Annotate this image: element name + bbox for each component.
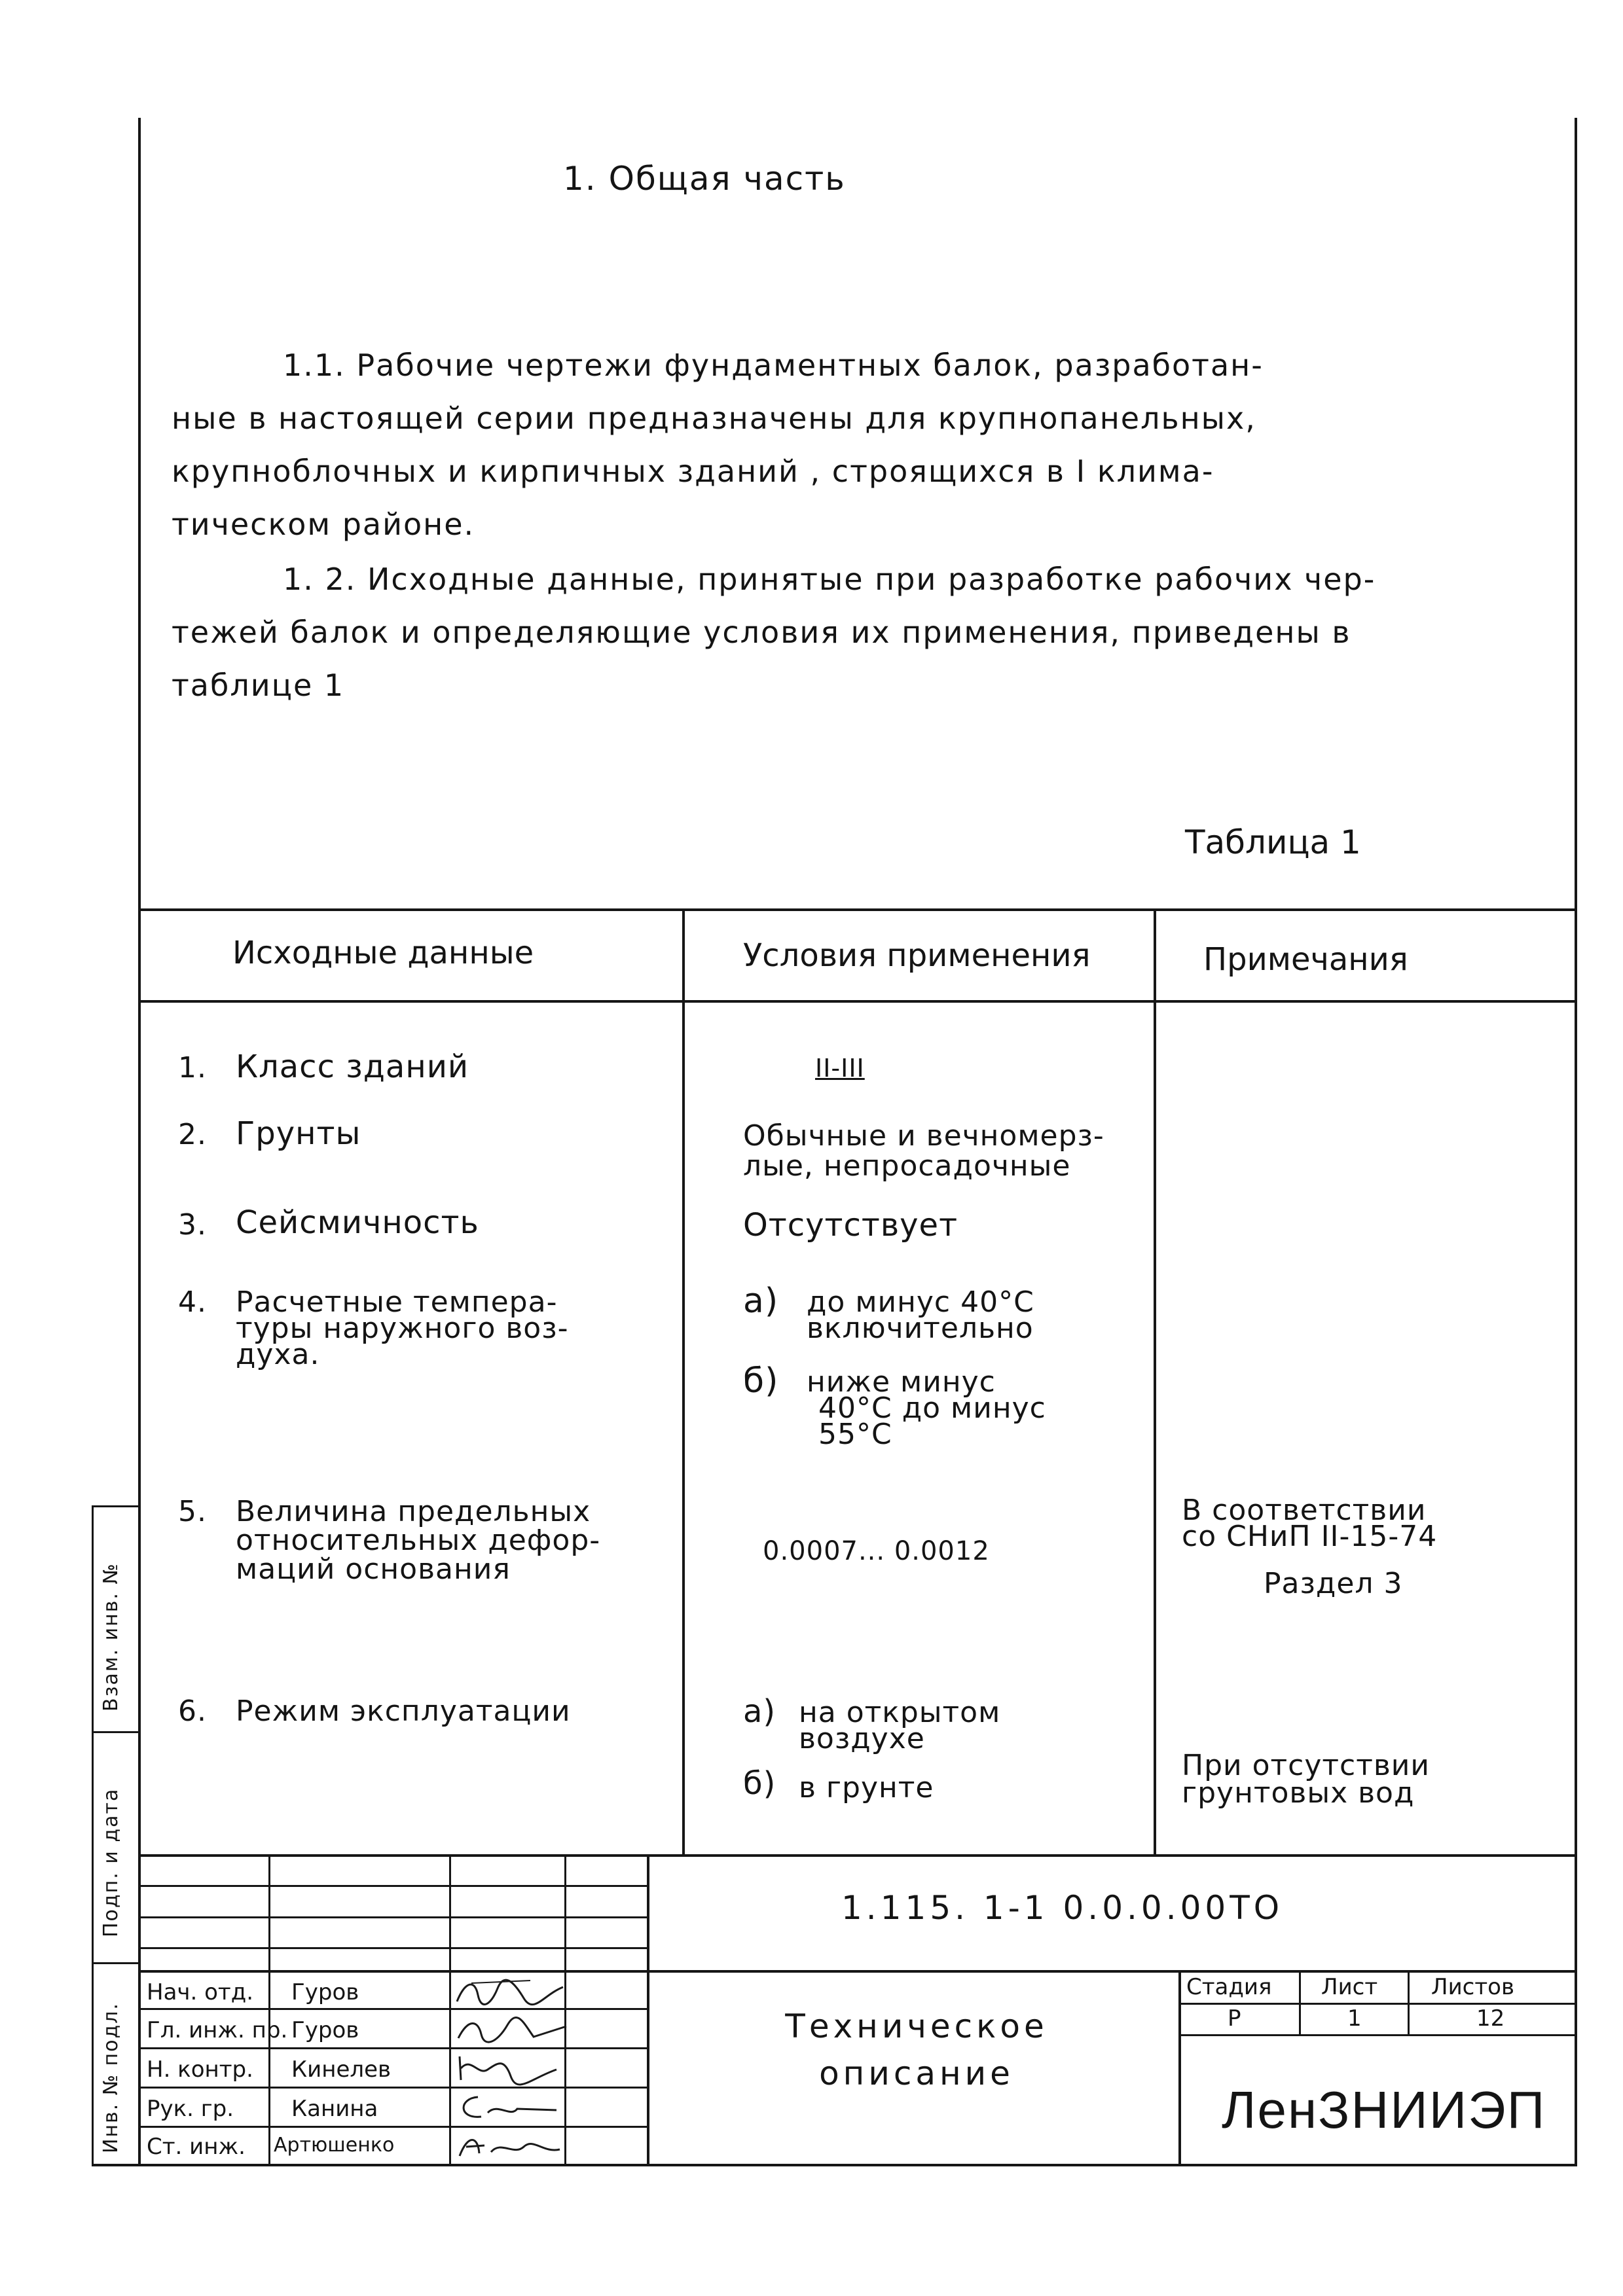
title-block-grid-vline bbox=[449, 1854, 451, 2165]
signatory-role: Ст. инж. bbox=[147, 2134, 246, 2160]
table-caption: Таблица 1 bbox=[1185, 823, 1361, 861]
side-stamp-divider bbox=[92, 1731, 139, 1733]
row-note: со СНиП II-15-74 bbox=[1182, 1520, 1438, 1553]
row-number: 4. bbox=[178, 1285, 207, 1319]
sheet-value: 1 bbox=[1347, 2005, 1362, 2032]
row-note: При отсутствии bbox=[1182, 1749, 1430, 1782]
title-block-grid-line bbox=[138, 2047, 649, 2049]
row-number: 6. bbox=[178, 1695, 207, 1728]
row-condition: Отсутствует bbox=[743, 1207, 958, 1244]
row-condition: лые, непросадочные bbox=[743, 1149, 1071, 1183]
signature-image bbox=[452, 2089, 570, 2123]
signatory-name: Кинелев bbox=[291, 2056, 392, 2083]
row-condition: 0.0007... 0.0012 bbox=[763, 1536, 990, 1566]
row-parameter: Режим эксплуатации bbox=[236, 1695, 571, 1728]
table-top-border bbox=[138, 908, 1577, 911]
signatory-role: Гл. инж. пр. bbox=[147, 2017, 288, 2043]
paragraph-2 bbox=[172, 553, 1376, 712]
document-code: 1.115. 1-1 0.0.0.00ТО bbox=[841, 1889, 1284, 1927]
signatory-name: Канина bbox=[291, 2096, 378, 2122]
row-parameter: Расчетные темпера- bbox=[236, 1285, 558, 1319]
row-number: 3. bbox=[178, 1208, 207, 1242]
sheets-label: Листов bbox=[1431, 1974, 1515, 2000]
side-stamp-outer-line bbox=[92, 1505, 94, 2165]
paragraph-2-line: 1. 2. Исходные данные, принятые при разработке рабочих чер- bbox=[283, 562, 1376, 597]
section-title: 1. Общая часть bbox=[563, 160, 846, 198]
header-source-data: Исходные данные bbox=[232, 935, 534, 971]
row-parameter: маций основания bbox=[236, 1552, 511, 1586]
signatory-name: Артюшенко bbox=[274, 2134, 395, 2157]
row-parameter: относительных дефор- bbox=[236, 1524, 601, 1557]
signatory-name: Гуров bbox=[291, 1979, 359, 2005]
title-block-mid-line bbox=[138, 1970, 1577, 1973]
table-col-divider-1 bbox=[682, 908, 685, 1854]
row-condition: Обычные и вечномерз- bbox=[743, 1119, 1104, 1153]
document-title-line: описание bbox=[819, 2054, 1014, 2092]
row-condition-marker: а) bbox=[743, 1693, 776, 1730]
row-condition: II-III bbox=[815, 1054, 865, 1083]
title-block-grid-line bbox=[138, 2087, 649, 2089]
row-condition: в грунте bbox=[799, 1771, 934, 1804]
paragraph-1-line: 1.1. Рабочие чертежи фундаментных балок, разработан- bbox=[283, 348, 1264, 383]
signature-image bbox=[452, 2050, 570, 2087]
row-number: 1. bbox=[178, 1051, 207, 1085]
row-parameter: Сейсмичность bbox=[236, 1204, 479, 1241]
row-condition: до минус 40°С bbox=[807, 1285, 1034, 1319]
title-block-grid-line bbox=[138, 2008, 649, 2010]
title-block-top-line bbox=[138, 1854, 1577, 1857]
title-block-grid-line bbox=[138, 1885, 649, 1887]
title-block-stage-line bbox=[1178, 2034, 1577, 2036]
side-stamp-original-inventory: Инв. № подл. bbox=[100, 2002, 122, 2153]
row-parameter: туры наружного воз- bbox=[236, 1312, 569, 1345]
side-stamp-replacement-inventory: Взам. инв. № bbox=[100, 1562, 122, 1712]
paragraph-2-line: тежей балок и определяющие условия их применения, приведены в bbox=[172, 615, 1351, 650]
side-stamp-divider bbox=[92, 1962, 139, 1964]
paragraph-1-line: ные в настоящей серии предназначены для крупнопанельных, bbox=[172, 401, 1256, 436]
row-condition-marker: б) bbox=[743, 1361, 779, 1401]
row-parameter: Величина предельных bbox=[236, 1495, 591, 1528]
row-condition: 40°С до минус bbox=[818, 1391, 1046, 1425]
paragraph-1 bbox=[172, 339, 1264, 551]
frame-left-line bbox=[138, 118, 141, 2166]
header-application-conditions: Условия применения bbox=[743, 937, 1091, 974]
table-col-divider-2 bbox=[1154, 908, 1156, 1854]
signatory-role: Нач. отд. bbox=[147, 1979, 254, 2005]
row-condition: включительно bbox=[807, 1312, 1034, 1345]
row-condition: ниже минус bbox=[807, 1365, 996, 1399]
frame-right-line bbox=[1575, 118, 1577, 2166]
signatory-role: Н. контр. bbox=[147, 2056, 253, 2083]
signature-image bbox=[452, 2127, 570, 2161]
row-parameter: духа. bbox=[236, 1338, 320, 1371]
title-block-stage-vline bbox=[1408, 1970, 1410, 2034]
row-number: 2. bbox=[178, 1118, 207, 1151]
title-block-stage-line bbox=[1178, 2003, 1577, 2005]
signatory-role: Рук. гр. bbox=[147, 2096, 234, 2122]
row-note: Раздел 3 bbox=[1264, 1567, 1403, 1600]
row-note: грунтовых вод bbox=[1182, 1776, 1415, 1810]
paragraph-1-line: тическом районе. bbox=[172, 507, 475, 542]
signatory-name: Гуров bbox=[291, 2017, 359, 2043]
title-block-stage-vline bbox=[1299, 1970, 1301, 2034]
title-block-grid-line bbox=[138, 2126, 649, 2128]
sheets-value: 12 bbox=[1476, 2005, 1505, 2032]
row-parameter: Грунты bbox=[236, 1115, 361, 1152]
frame-bottom-line bbox=[92, 2164, 1577, 2166]
document-title-line: Техническое bbox=[785, 2007, 1048, 2045]
row-condition: 55°С bbox=[818, 1418, 892, 1451]
side-stamp-divider bbox=[92, 1505, 139, 1507]
title-block-grid-line bbox=[138, 1947, 649, 1949]
row-condition-marker: а) bbox=[743, 1282, 779, 1321]
header-notes: Примечания bbox=[1203, 941, 1408, 978]
row-parameter: Класс зданий bbox=[236, 1049, 469, 1085]
organization-name: ЛенЗНИИЭП bbox=[1222, 2081, 1546, 2139]
paragraph-1-line: крупноблочных и кирпичных зданий , строящихся в I клима- bbox=[172, 454, 1214, 489]
row-condition-marker: б) bbox=[743, 1765, 776, 1802]
row-note: В соответствии bbox=[1182, 1494, 1427, 1527]
signature-image bbox=[452, 2013, 570, 2047]
paragraph-2-line: таблице 1 bbox=[172, 668, 345, 703]
title-block-grid-vline bbox=[268, 1854, 270, 2165]
stage-label: Стадия bbox=[1186, 1974, 1272, 2000]
title-block-grid-line bbox=[138, 1916, 649, 1918]
row-number: 5. bbox=[178, 1495, 207, 1528]
side-stamp-signature-date: Подп. и дата bbox=[100, 1787, 122, 1937]
stage-value: Р bbox=[1228, 2005, 1241, 2032]
title-block-stage-vline bbox=[1178, 1970, 1181, 2165]
row-condition: воздухе bbox=[799, 1722, 925, 1755]
row-condition: на открытом bbox=[799, 1696, 1001, 1729]
sheet-label: Лист bbox=[1321, 1974, 1378, 2000]
document-title bbox=[681, 2003, 1152, 2097]
table-header-divider bbox=[138, 1000, 1577, 1003]
signature-image bbox=[452, 1975, 570, 2009]
title-block-main-vline bbox=[647, 1854, 649, 2165]
